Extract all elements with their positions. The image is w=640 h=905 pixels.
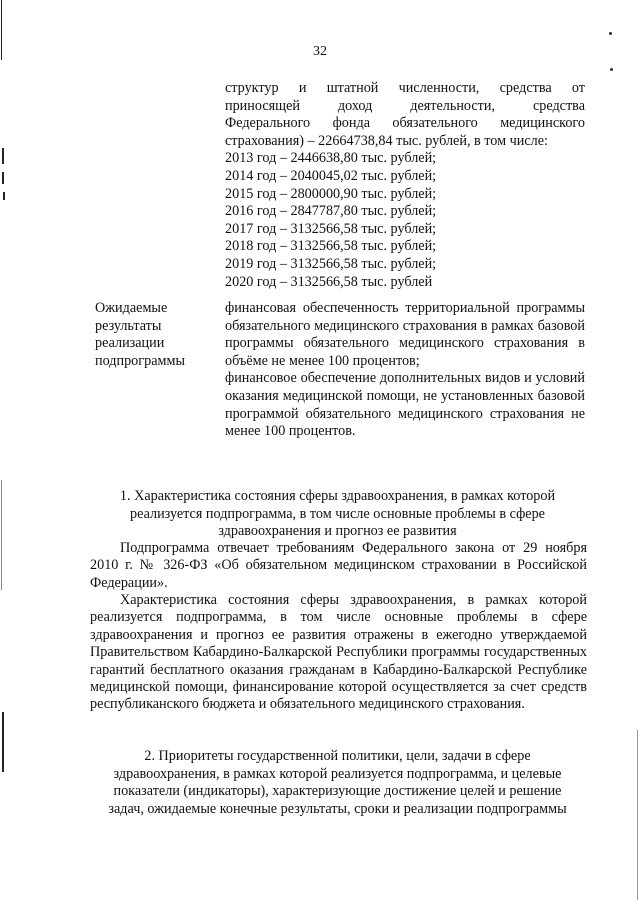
expected-result-item: финансовое обеспечение дополнительных видов и условий оказания медицинской помощи, не установленных базовой программой обязательного медицинского страхования не менее 100 процентов. [225,370,585,440]
scan-dot-mark [609,32,612,35]
funding-year-item: 2018 год – 3132566,58 тыс. рублей; [225,238,437,255]
funding-line: Федерального фонда обязательного медицинского [225,115,585,132]
label-line: Ожидаемые [95,300,168,316]
expected-result-item: финансовая обеспеченность территориальной программы обязательного медицинского страхования в рамках базовой программы обязательного медицинского страхования в объёме не менее 100 процентов; [225,300,585,369]
funding-continuation [225,80,585,291]
funding-year-item: 2015 год – 2800000,90 тыс. рублей; [225,185,437,202]
scan-edge-mark [637,730,638,900]
funding-year-item: 2019 год – 3132566,58 тыс. рублей; [225,255,437,272]
funding-line: приносящей доход деятельности, средства [225,97,585,114]
funding-year-item: 2020 год – 3132566,58 тыс. рублей [225,273,433,290]
scan-dot-mark [610,68,613,71]
scan-edge-mark [1,0,2,60]
funding-total-line: страхования) – 22664738,84 тыс. рублей, в том числе: [225,132,548,149]
scan-edge-mark [2,712,4,772]
label-line: реализации [95,335,165,352]
scan-edge-mark [2,172,4,184]
label-line: подпрограммы [95,352,185,369]
scan-edge-mark [3,192,5,200]
section-1-paragraph-characteristics: Характеристика состояния сферы здравоохранения, в рамках которой реализуется подпрограмма, в том числе основные проблемы в сфере здравоохранения и прогноз ее развития отражены в ежегодно утверждаемой Правительством Кабардино-Балкарской Республики программы государственных гарантий бесплатного оказания гражданам в Кабардино-Балкарской Республике медицинской помощи, финансирование которой осуществляется за счет средств республиканского бюджета и обязательного медицинского страхования. [90,592,587,713]
heading-line: здравоохранения и прогноз ее развития [218,523,457,540]
section-2-heading [90,748,585,818]
page-number: 32 [313,44,327,59]
funding-year-item: 2013 год – 2446638,80 тыс. рублей; [225,150,437,167]
heading-line: показатели (индикаторы), характеризующие достижение целей и решение [113,783,562,800]
section-1-heading [90,488,585,541]
heading-line: 1. Характеристика состояния сферы здравоохранения, в рамках которой [119,488,556,504]
funding-year-item: 2014 год – 2040045,02 тыс. рублей; [225,167,437,184]
heading-line: реализуется подпрограмма, в том числе основные проблемы в сфере [130,505,545,522]
funding-year-item: 2016 год – 2847787,80 тыс. рублей; [225,203,437,220]
scan-edge-mark [1,480,2,590]
scan-edge-mark [2,148,4,164]
expected-results-value [225,300,585,441]
section-1-paragraph-law: Подпрограмма отвечает требованиям Федерального закона от 29 ноября 2010 г. № 326-ФЗ «Об обязательном медицинском страховании в Российской Федерации». [90,540,587,591]
expected-results-label [95,300,215,370]
heading-line: 2. Приоритеты государственной политики, цели, задачи в сфере [144,748,531,764]
funding-year-item: 2017 год – 3132566,58 тыс. рублей; [225,220,437,237]
funding-line: структур и штатной численности, средства от [225,80,585,96]
label-line: результаты [95,317,162,334]
heading-line: задач, ожидаемые конечные результаты, сроки и реализации подпрограммы [108,800,567,817]
heading-line: здравоохранения, в рамках которой реализуется подпрограмма, и целевые [113,765,562,782]
funding-by-year-list [225,150,585,291]
